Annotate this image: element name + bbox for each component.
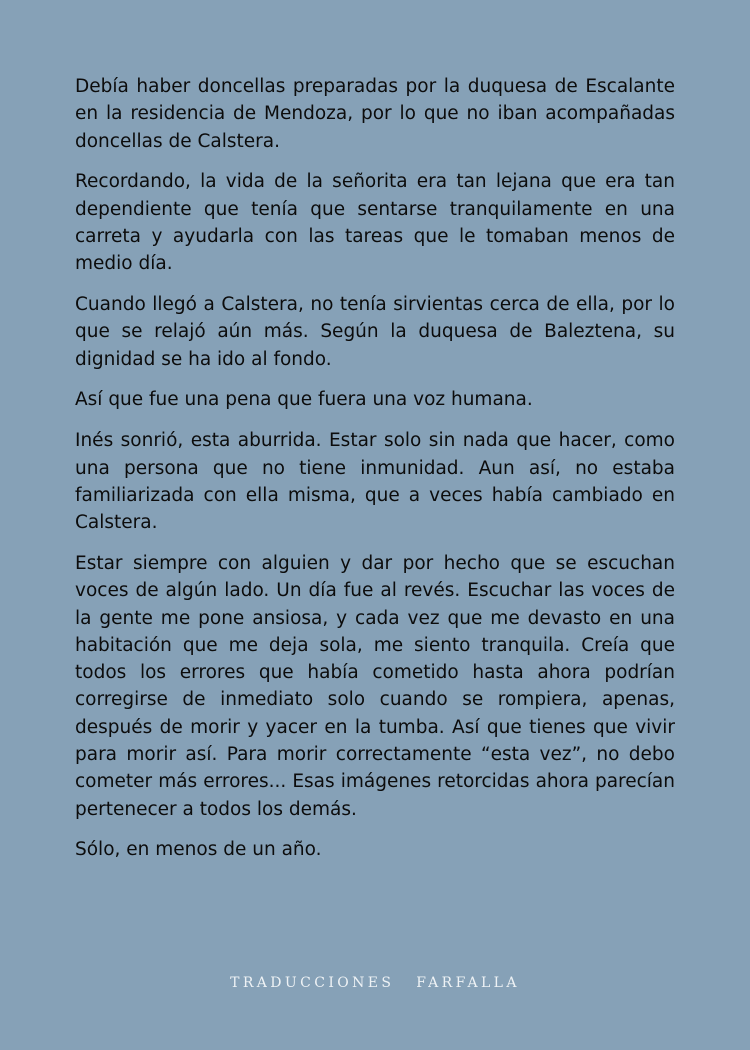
paragraph: Debía haber doncellas preparadas por la duquesa de Escalante en la residencia de Mendoza, por lo que no iban acompañadas doncellas de Calstera.: [75, 76, 675, 152]
paragraph: Inés sonrió, esta aburrida. Estar solo sin nada que hacer, como una persona que no tiene inmunidad. Aun así, no estaba familiarizada con ella misma, que a veces había cambiado en Calstera.: [75, 430, 675, 534]
paragraph: Recordando, la vida de la señorita era tan lejana que era tan dependiente que tenía que sentarse tranquilamente en una carreta y ayudarla con las tareas que le tomaban menos de medio día.: [75, 171, 675, 275]
paragraph: Estar siempre con alguien y dar por hecho que se escuchan voces de algún lado. Un día fue al revés. Escuchar las voces de la gente me pone ansiosa, y cada vez que me devasto en una habitación que me deja sola, me siento tranquila. Creía que todos los errores que había cometido hasta ahora podrían corregirse de inmediato solo cuando se rompiera, apenas, después de morir y yacer en la tumba. Así que tienes que vivir para morir así. Para morir correctamente “esta vez”, no debo cometer más errores... Esas imágenes retorcidas ahora parecían pertenecer a todos los demás.: [75, 552, 675, 820]
paragraph: Sólo, en menos de un año.: [75, 839, 322, 861]
document-body: [75, 73, 675, 877]
paragraph: Así que fue una pena que fuera una voz humana.: [75, 389, 533, 411]
footer-credit: TRADUCCIONES FARFALLA: [230, 975, 520, 991]
paragraph: Cuando llegó a Calstera, no tenía sirvientas cerca de ella, por lo que se relajó aún más. Según la duquesa de Baleztena, su dignidad se ha ido al fondo.: [75, 294, 675, 370]
